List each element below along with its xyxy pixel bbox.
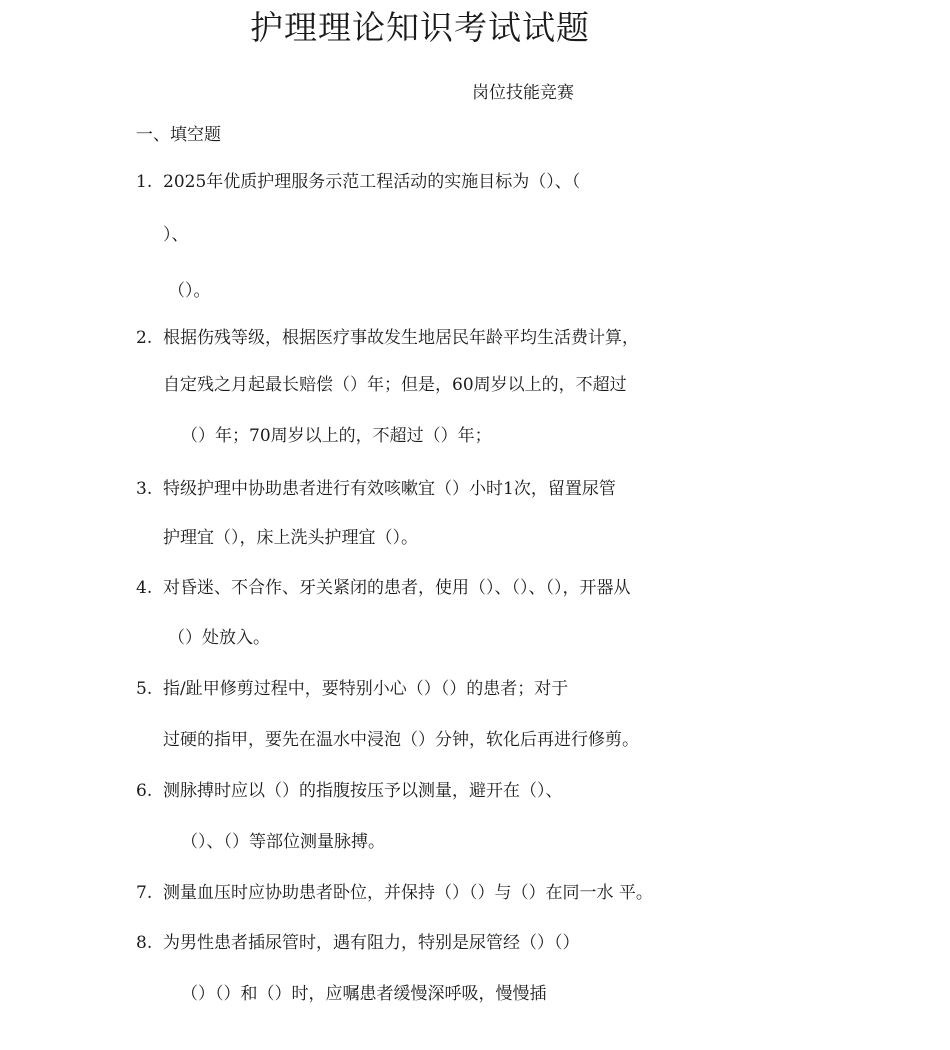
question-line: （）处放入。 — [168, 628, 270, 648]
question-number: 7. — [136, 883, 153, 903]
question-number: 1. — [136, 172, 153, 192]
question-number: 2. — [136, 328, 153, 348]
question-line: 指/趾甲修剪过程中，要特别小心（）（）的患者；对于 — [163, 679, 569, 699]
question-line: （）。 — [168, 281, 211, 301]
question-line: 测量血压时应协助患者卧位，并保持（）（）与（）在同一水 平。 — [163, 883, 653, 903]
question-line: 测脉搏时应以（）的指腹按压予以测量，避开在（）、 — [163, 781, 563, 801]
question-number: 8. — [136, 933, 153, 953]
document-title: 护理理论知识考试试题 — [250, 8, 590, 47]
question-number: 3. — [136, 479, 153, 499]
document-subtitle: 岗位技能竞赛 — [472, 83, 574, 103]
question-number: 6. — [136, 781, 153, 801]
question-line: 自定残之月起最长赔偿（）年；但是，60周岁以上的，不超过 — [163, 375, 627, 395]
question-line: （）（）和（）时，应嘱患者缓慢深呼吸，慢慢插 — [181, 984, 547, 1004]
question-line: 2025年优质护理服务示范工程活动的实施目标为（）、（ — [163, 172, 581, 192]
question-line: 根据伤残等级，根据医疗事故发生地居民年龄平均生活费计算， — [163, 328, 639, 348]
question-line: 对昏迷、不合作、牙关紧闭的患者，使用（）、（）、（），开器从 — [163, 578, 631, 598]
section-heading: 一、填空题 — [136, 125, 221, 145]
question-line: （）年；70周岁以上的，不超过（）年； — [181, 426, 492, 446]
question-line: 为男性患者插尿管时，遇有阻力，特别是尿管经（）（） — [163, 933, 580, 953]
question-line: （）、（）等部位测量脉搏。 — [181, 832, 385, 852]
question-line: ）、 — [163, 225, 189, 245]
question-number: 4. — [136, 578, 153, 598]
question-line: 护理宜（），床上洗头护理宜（）。 — [163, 528, 418, 548]
question-number: 5. — [136, 679, 153, 699]
question-line: 特级护理中协助患者进行有效咳嗽宜（）小时1次，留置尿管 — [163, 479, 616, 499]
question-line: 过硬的指甲，要先在温水中浸泡（）分钟，软化后再进行修剪。 — [163, 730, 639, 750]
